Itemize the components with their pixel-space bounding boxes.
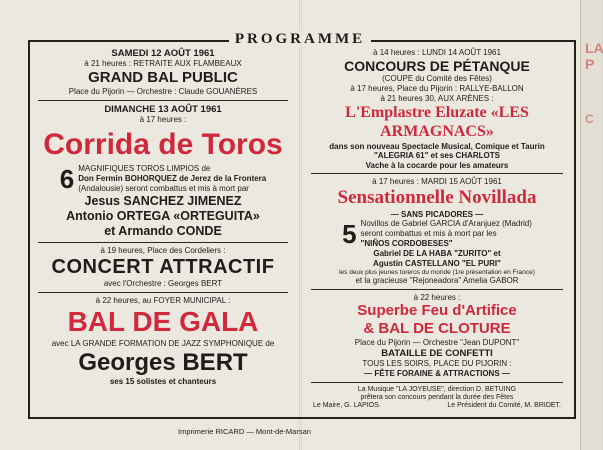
divider bbox=[38, 242, 288, 243]
petanque-time: à 14 heures : LUNDI 14 AOÛT 1961 bbox=[373, 48, 501, 57]
feu-title-2: & BAL DE CLOTURE bbox=[363, 320, 511, 338]
novillada-line-7: et la gracieuse "Rejoneadora" Amelia GABOR bbox=[355, 276, 519, 286]
arenes-time: à 21 heures 30, AUX ARÈNES : bbox=[380, 93, 494, 103]
novillada-title: Sensationnelle Novillada bbox=[337, 186, 537, 208]
sun-date: DIMANCHE 13 AOÛT 1961 bbox=[104, 103, 222, 115]
divider bbox=[311, 289, 563, 290]
emplastre-title: L'Emplastre Eluzate «LES ARMAGNACS» bbox=[345, 104, 529, 141]
torero-1: Jesus SANCHEZ JIMENEZ bbox=[84, 193, 242, 208]
feu-place: Place du Pijorin — Orchestre "Jean DUPONT" bbox=[354, 338, 520, 348]
gala-time: à 22 heures, au FOYER MUNICIPAL : bbox=[95, 295, 231, 305]
edge-text-2: C bbox=[585, 112, 594, 126]
musique-line-1: La Musique "LA JOYEUSE", direction D. BETUING bbox=[357, 385, 517, 393]
next-page-edge bbox=[580, 0, 601, 450]
edge-text-1: LA P bbox=[585, 40, 603, 72]
novillada-line-5: Agustin CASTELLANO "EL PURI" bbox=[373, 258, 501, 268]
torero-2: Antonio ORTEGA «ORTEGUITA» bbox=[66, 208, 260, 223]
corrida-text: MAGNIFIQUES TOROS LIMPIOS de Don Fermin BOHORQUEZ de Jerez de la Frontera (Andalousie) seront combattus et mis à mort par bbox=[78, 163, 267, 193]
feu-time: à 22 heures : bbox=[413, 292, 461, 302]
feu-title-1: Superbe Feu d'Artifice bbox=[357, 302, 517, 320]
sun-time: à 17 heures : bbox=[139, 114, 187, 124]
novillada-line-6: les deux plus jeunes toreros du monde (1re présentation en France) bbox=[339, 268, 535, 276]
petanque-sub: (COUPE du Comité des Fêtes) bbox=[382, 74, 492, 84]
concert-time: à 19 heures, Place des Cordeliers : bbox=[100, 245, 226, 255]
divider bbox=[38, 292, 288, 293]
petanque-place: à 17 heures, Place du Pijorin : RALLYE-BALLON bbox=[350, 83, 524, 93]
novillada-line-4: Gabriel DE LA HABA "ZURITO" et bbox=[373, 249, 501, 259]
gala-artist: Georges BERT bbox=[78, 348, 248, 376]
concert-title: CONCERT ATTRACTIF bbox=[51, 256, 275, 279]
concert-sub: avec l'Orchestre : Georges BERT bbox=[103, 279, 223, 289]
tous-soirs: TOUS LES SOIRS, PLACE DU PIJORIN : bbox=[362, 359, 512, 369]
emplastre-line-1: dans son nouveau Spectacle Musical, Comique et Taurin bbox=[329, 141, 545, 151]
petanque-title: CONCOURS DE PÉTANQUE bbox=[344, 57, 530, 74]
corrida-title: Corrida de Toros bbox=[43, 127, 283, 161]
divider bbox=[311, 173, 563, 174]
novillada-sans: — SANS PICADORES — bbox=[390, 209, 484, 219]
novillada-text: Novillos de Gabriel GARCIA d'Aranjuez (Madrid) seront combattus et mis à mort par les "NIÑOS CORDOBESES" bbox=[360, 219, 532, 249]
divider bbox=[38, 100, 288, 101]
signatures bbox=[305, 402, 569, 410]
novillada-block bbox=[305, 219, 569, 249]
gala-sub: avec LA GRANDE FORMATION DE JAZZ SYMPHONIQUE de bbox=[51, 338, 275, 348]
gala-title: BAL DE GALA bbox=[67, 306, 259, 338]
foraine: — FÊTE FORAINE & ATTRACTIONS — bbox=[364, 369, 510, 379]
novillada-time: à 17 heures : MARDI 15 AOÛT 1961 bbox=[372, 177, 502, 187]
emplastre-line-3: Vache à la cocarde pour les amateurs bbox=[365, 160, 509, 170]
novillada-number: 5 bbox=[342, 219, 357, 250]
page-title: PROGRAMME bbox=[0, 30, 600, 48]
maire: Le Maire, G. LAPIOS. bbox=[313, 402, 381, 410]
torero-3: et Armando CONDE bbox=[104, 223, 222, 238]
emplastre-line-2: "ALEGRIA 61" et ses CHARLOTS bbox=[374, 151, 500, 161]
gala-soloists: ses 15 solistes et chanteurs bbox=[109, 377, 217, 387]
bal-place: Place du Pijorin — Orchestre : Claude GOUANÈRES bbox=[68, 86, 258, 96]
right-column bbox=[305, 48, 569, 411]
bataille: BATAILLE DE CONFETTI bbox=[381, 348, 493, 360]
left-column bbox=[32, 48, 294, 387]
sat-time: à 21 heures : RETRAITE AUX FLAMBEAUX bbox=[84, 59, 242, 69]
sat-date: SAMEDI 12 AOÛT 1961 bbox=[111, 48, 215, 59]
printer: Imprimerie RICARD — Mont-de-Marsan bbox=[178, 427, 311, 436]
divider bbox=[311, 382, 563, 383]
corrida-number: 6 bbox=[59, 163, 75, 194]
bal-title: GRAND BAL PUBLIC bbox=[88, 68, 238, 86]
president: Le Président du Comité, M. BRIDET. bbox=[447, 402, 561, 410]
musique-line-2: prêtera son concours pendant la durée des Fêtes bbox=[360, 394, 514, 402]
corrida-block bbox=[32, 164, 294, 194]
